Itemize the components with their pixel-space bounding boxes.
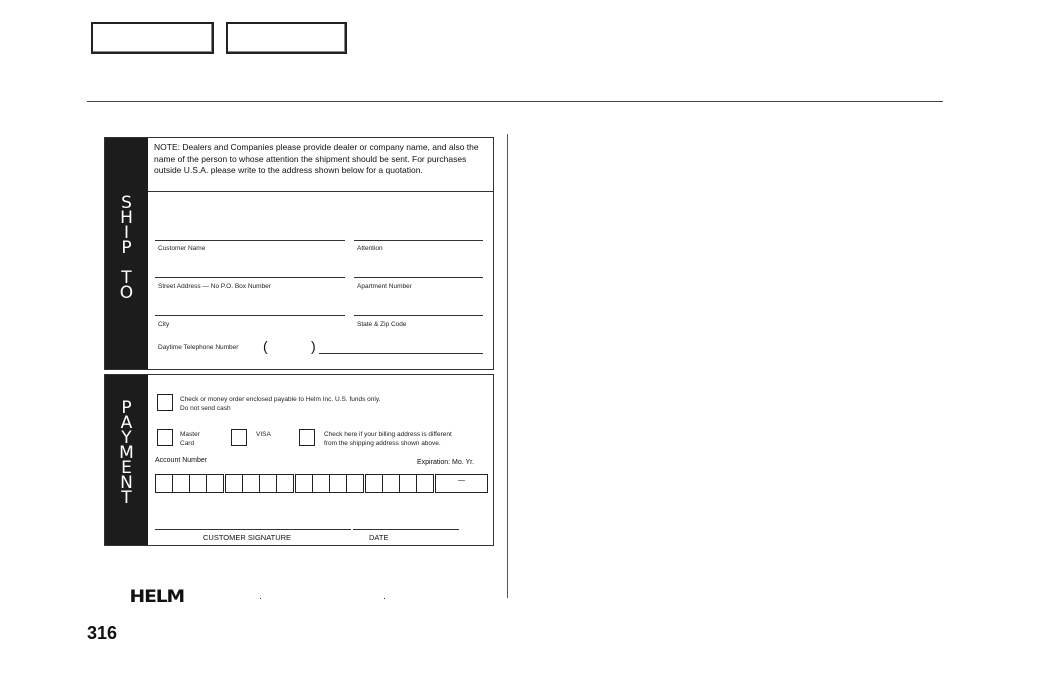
- account-digit-box[interactable]: [225, 474, 243, 493]
- signature-line[interactable]: [155, 529, 351, 530]
- customer-name-label: Customer Name: [158, 245, 206, 252]
- state-zip-label: State & Zip Code: [357, 321, 407, 328]
- billing-address-different-checkbox[interactable]: [299, 429, 315, 446]
- area-code-paren-close: ): [311, 338, 316, 354]
- visa-checkbox[interactable]: [231, 429, 247, 446]
- account-digit-box[interactable]: [329, 474, 347, 493]
- daytime-phone-label: Daytime Telephone Number: [158, 344, 239, 351]
- check-money-order-label: Check or money order enclosed payable to Helm Inc. U.S. funds only.: [180, 396, 381, 403]
- payment-section: [104, 374, 494, 546]
- check-money-order-checkbox[interactable]: [157, 394, 173, 411]
- expiration-separator: —: [458, 477, 465, 484]
- stray-dot: [260, 598, 261, 599]
- do-not-send-cash-label: Do not send cash: [180, 405, 231, 412]
- customer-name-line[interactable]: [155, 240, 345, 241]
- daytime-phone-line[interactable]: [319, 353, 483, 354]
- apartment-number-label: Apartment Number: [357, 283, 412, 290]
- account-digit-box[interactable]: [365, 474, 383, 493]
- payment-sidebar-label: P A Y M E N T: [119, 398, 134, 508]
- city-line[interactable]: [155, 315, 345, 316]
- ship-to-sidebar-label: S H I P T O: [119, 193, 134, 303]
- page-number: 316: [87, 623, 118, 643]
- city-label: City: [158, 321, 170, 328]
- account-digit-box[interactable]: [259, 474, 277, 493]
- street-address-label: Street Address — No P.O. Box Number: [158, 283, 271, 290]
- attention-line[interactable]: [354, 240, 483, 241]
- account-digit-box[interactable]: [295, 474, 313, 493]
- account-digit-box[interactable]: [155, 474, 173, 493]
- visa-label: VISA: [256, 431, 271, 438]
- column-divider: [507, 134, 508, 598]
- account-digit-box[interactable]: [276, 474, 294, 493]
- note-divider: [148, 191, 494, 192]
- apartment-number-line[interactable]: [354, 277, 483, 278]
- customer-signature-label: CUSTOMER SIGNATURE: [203, 533, 292, 542]
- helm-logo: HELM: [129, 587, 185, 607]
- account-digit-box[interactable]: [312, 474, 330, 493]
- account-digit-box[interactable]: [382, 474, 400, 493]
- header-rule: [87, 101, 943, 102]
- account-digit-box[interactable]: [242, 474, 260, 493]
- billing-address-label-1: Check here if your billing address is different: [324, 431, 452, 438]
- payment-sidebar: [105, 375, 148, 545]
- stray-dot: [384, 598, 385, 599]
- ship-to-sidebar: [105, 138, 148, 369]
- account-digit-box[interactable]: [189, 474, 207, 493]
- account-digit-box[interactable]: [206, 474, 224, 493]
- account-digit-box[interactable]: [346, 474, 364, 493]
- account-digit-box[interactable]: [172, 474, 190, 493]
- billing-address-label-2: from the shipping address shown above.: [324, 440, 441, 447]
- mastercard-label-1: Master: [180, 431, 200, 438]
- nav-button-1[interactable]: [91, 22, 214, 54]
- mastercard-checkbox[interactable]: [157, 429, 173, 446]
- street-address-line[interactable]: [155, 277, 345, 278]
- area-code-paren-open: (: [263, 338, 268, 354]
- expiration-label: Expiration: Mo. Yr.: [417, 459, 475, 466]
- ship-to-section: [104, 137, 494, 370]
- state-zip-line[interactable]: [354, 315, 483, 316]
- nav-button-2[interactable]: [226, 22, 347, 54]
- dealer-note: NOTE: Dealers and Companies please provide dealer or company name, and also the name of the person to whose attention the shipment should be sent. For purchases outside U.S.A. please write to the address shown below for a quotation.: [154, 142, 479, 175]
- account-digit-box[interactable]: [416, 474, 434, 493]
- date-label: DATE: [369, 533, 389, 542]
- expiration-box[interactable]: [435, 474, 488, 493]
- account-number-label: Account Number: [155, 457, 208, 464]
- mastercard-label-2: Card: [180, 440, 195, 447]
- date-line[interactable]: [353, 529, 459, 530]
- account-digit-box[interactable]: [399, 474, 417, 493]
- attention-label: Attention: [357, 245, 383, 252]
